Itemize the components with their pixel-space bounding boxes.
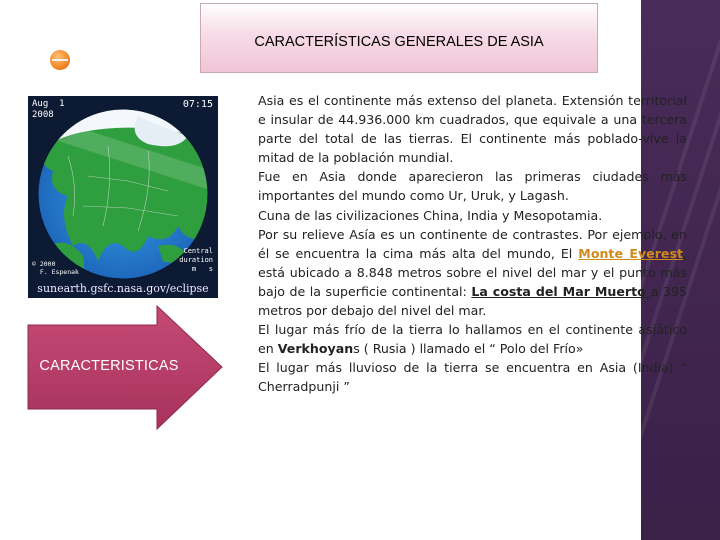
image-central-line1: Central [183,247,213,255]
image-credit-line1: © 2000 [32,260,56,268]
paragraph-rain: El lugar más lluvioso de la tierra se encuentra en Asia (India) “ Cherradpunji ” [258,360,687,395]
image-credit-line2: F. Espenak [32,268,79,276]
paragraph-relief [258,225,687,320]
cold-text-a: El lugar más frío de la tierra lo hallamos en el continente asiático en [258,322,687,357]
paragraph-civilizations: Cuna de las civilizaciones China, India y Mesopotamia. [258,207,603,223]
dead-sea-text: La costa del Mar Muerto [471,283,651,299]
image-date-line2: 2008 [32,110,54,120]
orange-bullet-icon [50,50,70,70]
relief-text-c: a 395 metros por debajo del nivel del mar. [258,283,687,319]
image-central-line2: duration [179,256,213,264]
relief-text-b: , está ubicado a 8.848 metros sobre el nivel del mar y el punto más bajo de la superficie continental: [258,245,687,299]
paragraph-area: Asia es el continente más extenso del planeta. Extensión territorial e insular de 44.936.000 km cuadrados, que equivale a una tercera parte del total de las tierras. El continente más poblado-vive la mitad de la población mundial. [258,93,687,166]
slide-title: CARACTERÍSTICAS GENERALES DE ASIA [254,34,544,50]
relief-text-a: Por su relieve Asía es un continente de contrastes. Por ejemplo, en él se encuentra la cima más alta del mundo, El [258,226,687,261]
paragraph-cities: Fue en Asia donde aparecieron las primeras ciudades más importantes del mundo como Ur, Uruk, y Lagash. [258,169,687,204]
monte-everest-link[interactable]: Monte Everest [578,245,683,261]
content-text [258,91,687,397]
title-box [200,3,598,73]
image-time: 07:15 [182,99,213,110]
cold-text-b: s ( Rusia ) llamado el “ Polo del Frío» [353,341,584,357]
image-caption: sunearth.gsfc.nasa.gov/eclipse [37,282,209,296]
image-central-line3: m s [191,265,213,273]
paragraph-cold [258,320,687,358]
verkhoyansk-text: Verkhoyan [277,341,354,357]
arrow-label: CARACTERISTICAS [39,358,179,374]
image-date-line1: Aug 1 [32,99,65,109]
eclipse-map-image [28,96,218,298]
